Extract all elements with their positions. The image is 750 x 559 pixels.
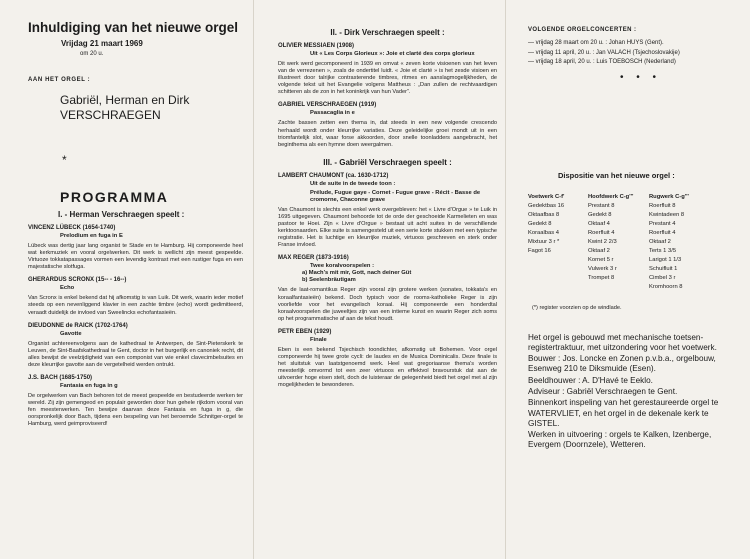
disposition-title: Dispositie van het nieuwe orgel :	[558, 170, 675, 180]
info-paragraph: Beeldhouwer : A. D'Havé te Eeklo.	[528, 375, 653, 385]
dots-ornament: • • •	[620, 71, 662, 83]
stop: Terts 1 3/5	[649, 247, 677, 254]
stop: Vulwerk 3 r	[588, 265, 617, 272]
work-item	[278, 173, 497, 250]
disposition-column	[528, 193, 588, 292]
stop: Roerfluit 8	[649, 202, 676, 209]
organists-line2: VERSCHRAEGEN	[60, 108, 161, 122]
column-header: Voetwerk C-f'	[528, 193, 565, 200]
piece-title: Uit de suite in de tweede toon :	[310, 180, 396, 187]
stop: Schuifluit 1	[649, 265, 678, 272]
star-ornament: *	[62, 153, 67, 167]
stop: Kwint 2 2/3	[588, 238, 617, 245]
organists-line1: Gabriël, Herman en Dirk	[60, 93, 190, 107]
event-time: om 20 u.	[80, 51, 104, 57]
work-description: Organist achtereenvolgens aan de kathedraal te Antwerpen, de Sint-Pieterskerk te Leuven, de Sint-Baafskathedraal te Gent, doctor in het burgerlijk en canoniek recht, dit alles bewijst de veelzijdigheid van een componist van wie enkel clavecimbelsuites en deze kleurrijke gavotte aan de vergetelheid werden ontrukt.	[28, 340, 243, 368]
piece-title: Finale	[310, 336, 327, 343]
section1-heading: I. - Herman Verschraegen speelt :	[58, 210, 185, 219]
composer: J.S. BACH (1685-1750)	[28, 375, 93, 382]
page-title: Inhuldiging van het nieuwe orgel	[28, 20, 239, 35]
info-paragraph: Binnenkort inspeling van het gerestaureerde orgel te WATERVLIET, en het orgel in de dekenale kerk te GISTEL.	[528, 398, 719, 428]
section3-heading: III. - Gabriël Verschraegen speelt :	[323, 157, 452, 167]
work-description: Lübeck was dertig jaar lang organist te Stade en te Hamburg. Hij componeerde heel wat kerkmuziek en vooral orgelwerken. Dit werk is wellicht zijn meest gespeelde. Virtuoze tokkatapassages vormen een levendig kontrast met een rustiger fuga en een majestatische slotfuga.	[28, 243, 243, 271]
stop: Oktaaf 4	[588, 220, 610, 227]
piece-movements: Prélude, Fugue gaye - Cornet - Fugue grave - Récit - Basse de cromorne, Chaconne grave	[310, 189, 481, 203]
composer: MAX REGER (1873-1916)	[278, 255, 349, 262]
movement: a) Mach's mit mir, Gott, nach deiner Güt	[302, 270, 412, 277]
stop: Roerfluit 4	[649, 229, 676, 236]
stop: Prestant 8	[588, 202, 615, 209]
upcoming-concerts-list	[528, 39, 736, 67]
disposition-column	[588, 193, 649, 292]
info-paragraph: Het orgel is gebouwd met mechanische toetsen-registertraktuur, met uitzondering voor het voetwerk.	[528, 332, 717, 352]
composer: PETR EBEN (1929)	[278, 328, 332, 335]
work-item	[278, 43, 497, 96]
section2-heading: II. - Dirk Verschraegen speelt :	[330, 28, 445, 37]
piece-title: Passacaglia in e	[310, 110, 355, 117]
composer: LAMBERT CHAUMONT (ca. 1630-1712)	[278, 172, 389, 179]
stop: Fagot 16	[528, 247, 551, 254]
column-header: Hoofdwerk C-g'''	[588, 193, 634, 200]
disposition-column	[649, 193, 689, 292]
stop: Oktaafbas 8	[528, 211, 560, 218]
work-description: Eben is een bekend Tsjechisch toondichter, afkomstig uit Bohemen. Voor orgel componeerde hij twee grote cycli: de laudes en de Musica Dominicalis. Deze finale is het sluitstuk van laatstgenoemd werk. Heel wat gregoriaanse thema's worden meesterlijk omvormd tot een zeer virtuoos en effektvol bravourstuk dat aan de uitvoerder hoge eisen stelt, doch de luisteraar de gelegenheid biedt het orgel met al zijn mogelijkheden te bewonderen.	[278, 346, 497, 389]
stop: Oktaaf 2	[649, 238, 671, 245]
work-description: Van Scronx is enkel bekend dat hij afkomstig is van Luik. Dit werk, waarin ieder motief steeds op een nevenliggend klavier in een zachte timbre (echo) wordt gedimitteerd, veraadt duidelijk de invloed van Sweelincks echofantasieën.	[28, 295, 243, 316]
work-item	[28, 277, 243, 316]
stop: Gedekt 8	[588, 211, 612, 218]
work-description: Van Chaumont is slechts een enkel werk overgebleven: het « Livre d'Orgue » te Luik in 1695 uitgegeven. Chaumont behoorde tot de orde der geschoeide Karmelieten en was pastoor te Hoei. Zijn « Livre d'Orgue » bestaat uit acht suites in de verschillende kerktoonaarden. Elke suite is samengesteld uit een serie korte stukken met een typische registratie. Het is luchtige en kleurrijke muziek, virtuoos geschreven en sterk onder Franse invloed.	[278, 206, 497, 249]
column-header: Rugwerk C-g'''	[649, 193, 689, 200]
piece-title: Echo	[60, 285, 75, 292]
organists	[60, 93, 243, 123]
info-paragraph: Werken in uitvoering : orgels te Kalken, Izenberge, Evergem (Doornzele), Wetteren.	[528, 430, 712, 450]
stop: Oktaaf 2	[588, 247, 610, 254]
stop: Kornet 5 r	[588, 256, 614, 263]
stop: Mixtuur 3 r *	[528, 238, 560, 245]
work-description: Van de laat-romantikus Reger zijn vooral zijn grotere werken (sonates, tokkata's en koraalfantasieën) bekend. Doch typisch voor de rooms-katholieke Reger is zijn voorliefde voor het evangelisch koraal. Hij componeerde een honderdtal koraalvoorspelen die juweeltjes zijn van een intieme kunst en waarin Reger zich soms op het programmatische af aan de tekst houdt.	[278, 287, 497, 322]
stop: Kromhoorn 8	[649, 283, 683, 290]
work-item	[28, 375, 243, 428]
work-description: Dit werk werd gecomponeerd in 1939 en omvat « zeven korte visioenen van het leven van de verrezenen », zoals de ondertitel luidt. « Joie et clarté » is het zesde visioen en illustreert door talrijke contrasterende timbres, ritmes en aanslagmogelijkheden, de volgende tekst uit het Evangelie volgens Mattheus : „Dan zullen de rechtvaardigen schitteren als de zon in het koninkrijk van hun Vader”.	[278, 61, 497, 96]
composer: GHERARDUS SCRONX (15-- - 16--)	[28, 277, 127, 284]
composer: OLIVIER MESSIAEN (1908)	[278, 43, 355, 49]
work-description: De orgelwerken van Bach behoren tot de meest gespeelde en bestudeerde werken ter wereld. Zij zijn gemengeod en populair geworden door hun gehele rijkdom vooral van fen meesterwerken. Ten bewijze daarvan deze Fantasia en fuga in g, die oorspronkelijk door Bach, tijdens een bespeling van het beroemde Schnitger-orgel te Hamburg, werd geimproviseerd!	[28, 393, 243, 428]
piece-title: Gavotte	[60, 330, 82, 337]
right-column	[505, 0, 750, 559]
piece-title: Uit « Les Corps Glorieux »: Joie et clarté des corps glorieux	[310, 51, 475, 57]
left-column	[0, 0, 253, 559]
work-item	[28, 225, 243, 271]
stop: Gedektbas 16	[528, 202, 565, 209]
middle-column	[253, 0, 505, 559]
list-item: — vrijdag 11 april, 20 u. : Jan VALACH (Tsjechoslovakije)	[528, 49, 680, 56]
programma-heading: PROGRAMMA	[60, 189, 169, 205]
event-date: Vrijdag 21 maart 1969	[61, 39, 143, 48]
stop: Cimbel 3 r	[649, 274, 676, 281]
composer: GABRIEL VERSCHRAEGEN (1919)	[278, 102, 377, 109]
list-item: — vrijdag 18 april, 20 u. : Luis TOEBOSCH (Nederland)	[528, 59, 676, 65]
organ-label: AAN HET ORGEL :	[28, 77, 91, 83]
work-item	[28, 323, 243, 369]
composer: DIEUDONNE de RAICK (1702-1764)	[28, 322, 128, 329]
piece-title: Prelodium en fuga in E	[60, 233, 123, 239]
stop: Gedekt 8	[528, 220, 552, 227]
stop: Prestant 4	[649, 220, 676, 227]
work-item	[278, 329, 497, 390]
list-item: — vrijdag 28 maart om 20 u. : Johan HUYS (Gent).	[528, 40, 664, 46]
stop: Roerfluit 4	[588, 229, 615, 236]
stop: Larigot 1 1/3	[649, 256, 682, 263]
composer: VINCENZ LÜBECK (1654-1740)	[28, 225, 116, 231]
upcoming-concerts-title: VOLGENDE ORGELCONCERTEN :	[528, 27, 637, 33]
piece-title: Fantasia en fuga in g	[60, 383, 118, 390]
work-description: Zachte bassen zetten een thema in, dat steeds in een new volgende crescendo herhaald wordt onder kleurrijke variaties. Deze geleidelijke groei mondt uit in een triomfantelijk slot, waar forse akkoorden, door snelle toonladders aangebracht, het beginthema als een hymne doen weergalmen.	[278, 120, 497, 148]
piece-title: Twee koralvoorspelen :	[310, 263, 375, 270]
work-item	[278, 255, 497, 322]
stop: Trompet 8	[588, 274, 615, 281]
stop: Kwintadeen 8	[649, 211, 685, 218]
info-paragraph: Bouwer : Jos. Loncke en Zonen p.v.b.a., orgelbouw, Esenweg 210 te Diksmuide (Esen).	[528, 354, 716, 374]
stop: Koraalbas 4	[528, 229, 559, 236]
organ-info	[528, 333, 736, 451]
movement: b) Seelenbräutigam	[302, 277, 356, 284]
work-item	[278, 102, 497, 148]
disposition-note: (*) register voorzien op de windlade.	[532, 304, 622, 311]
info-paragraph: Adviseur : Gabriël Verschraegen te Gent.	[528, 386, 678, 396]
disposition-table	[528, 193, 736, 292]
